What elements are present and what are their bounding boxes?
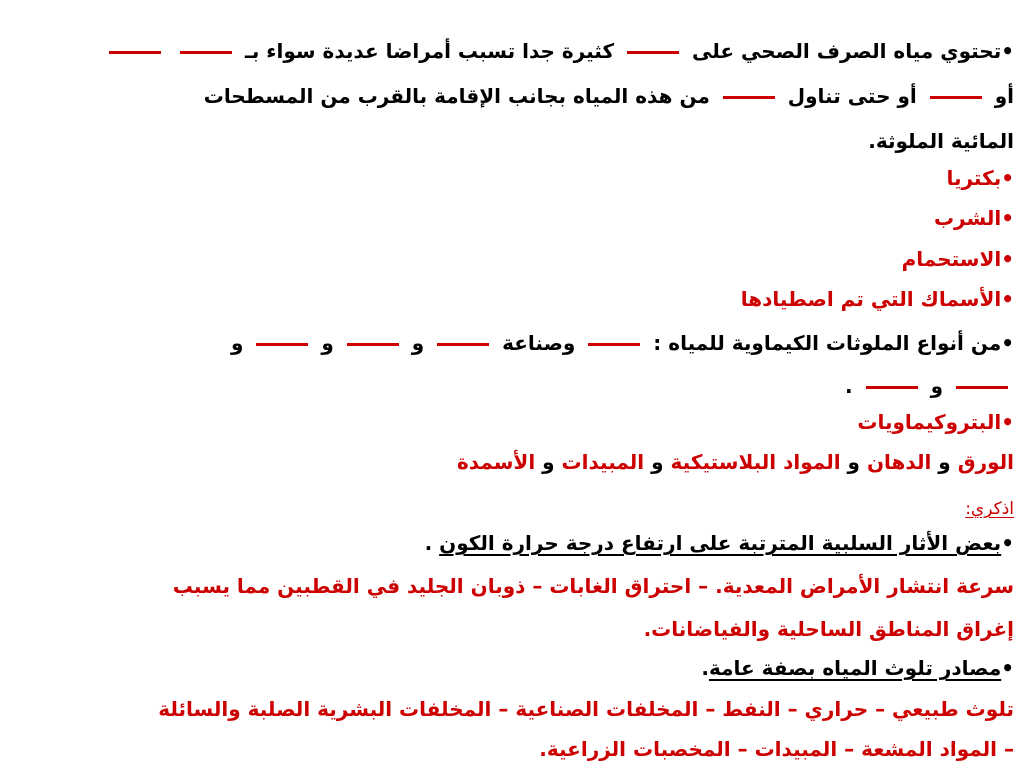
bullet: • bbox=[1001, 656, 1014, 680]
blank-line bbox=[180, 51, 232, 54]
blank-line bbox=[437, 343, 489, 346]
answer-plastics: المواد البلاستيكية bbox=[670, 450, 841, 474]
connector-and: و bbox=[651, 450, 664, 474]
blank-line bbox=[588, 343, 640, 346]
q2-text-7: . bbox=[845, 374, 853, 398]
connector-and: و bbox=[938, 450, 951, 474]
q2-text-2: وصناعة bbox=[502, 331, 576, 355]
blank-line bbox=[256, 343, 308, 346]
bullet: • bbox=[1001, 531, 1014, 555]
q3-end: . bbox=[424, 531, 440, 555]
answer-paint: الدهان bbox=[866, 450, 932, 474]
q2-text-6: و bbox=[930, 374, 944, 398]
blank-line bbox=[723, 96, 775, 99]
q1-line-3 bbox=[10, 126, 1014, 156]
answer-4-line-2: – المواد المشعة – المبيدات – المخصبات الزراعية. bbox=[539, 737, 1014, 761]
answer-3-line-1: سرعة انتشار الأمراض المعدية. – احتراق الغابات – ذوبان الجليد في القطبين مما يسبب bbox=[172, 574, 1014, 598]
blank-line bbox=[109, 51, 161, 54]
q2-line-1 bbox=[10, 328, 1014, 358]
answer-petrochemicals: •البتروكيماويات bbox=[857, 410, 1014, 434]
q1-text-6: المائية الملوثة. bbox=[868, 129, 1014, 153]
answer-fish: •الأسماك التي تم اصطيادها bbox=[740, 287, 1014, 311]
q2-text-5: و bbox=[231, 331, 244, 355]
blank-line bbox=[866, 386, 918, 389]
blank-line bbox=[627, 51, 679, 54]
q1-line-1 bbox=[10, 36, 1014, 66]
q3-title: بعض الأثار السلبية المترتبة على ارتفاع درجة حرارة الكون bbox=[439, 531, 1002, 555]
answer-3-line-2: إغراق المناطق الساحلية والفياضانات. bbox=[643, 617, 1014, 641]
answer-industries bbox=[10, 447, 1014, 477]
answer-fertilizers: الأسمدة bbox=[456, 450, 536, 474]
answer-paper: الورق bbox=[957, 450, 1014, 474]
q4-end: . bbox=[701, 656, 709, 680]
remember-label: اذكري: bbox=[965, 499, 1014, 519]
answer-4-line-1: تلوث طبيعي – حراري – النفط – المخلفات الصناعية – المخلفات البشرية الصلبة والسائلة bbox=[158, 697, 1014, 721]
q3-line bbox=[10, 528, 1014, 558]
blank-line bbox=[930, 96, 982, 99]
q1-line-2 bbox=[10, 81, 1014, 111]
connector-and: و bbox=[542, 450, 555, 474]
q2-line-2 bbox=[10, 371, 1014, 401]
q4-title: مصادر تلوث المياه بصفة عامة bbox=[708, 656, 1002, 680]
blank-line bbox=[347, 343, 399, 346]
q1-text-3: أو bbox=[994, 84, 1014, 108]
answer-bacteria: •بكتريا bbox=[946, 166, 1014, 190]
blank-line bbox=[956, 386, 1008, 389]
answer-pesticides: المبيدات bbox=[561, 450, 645, 474]
q1-text-4: أو حتى تناول bbox=[787, 84, 917, 108]
connector-and: و bbox=[847, 450, 860, 474]
q2-text-1: •من أنواع الملوثات الكيماوية للمياه : bbox=[653, 331, 1014, 355]
q2-text-3: و bbox=[411, 331, 425, 355]
q1-text-1: •تحتوي مياه الصرف الصحي على bbox=[692, 39, 1014, 63]
answer-bathing: •الاستحمام bbox=[901, 247, 1014, 271]
q2-text-4: و bbox=[321, 331, 334, 355]
q1-text-2: كثيرة جدا تسبب أمراضا عديدة سواء بـ bbox=[244, 39, 615, 63]
q4-line bbox=[10, 653, 1014, 683]
answer-drinking: •الشرب bbox=[933, 206, 1014, 230]
remember-heading bbox=[10, 492, 1014, 524]
q1-text-5: من هذه المياه بجانب الإقامة بالقرب من المسطحات bbox=[203, 84, 710, 108]
